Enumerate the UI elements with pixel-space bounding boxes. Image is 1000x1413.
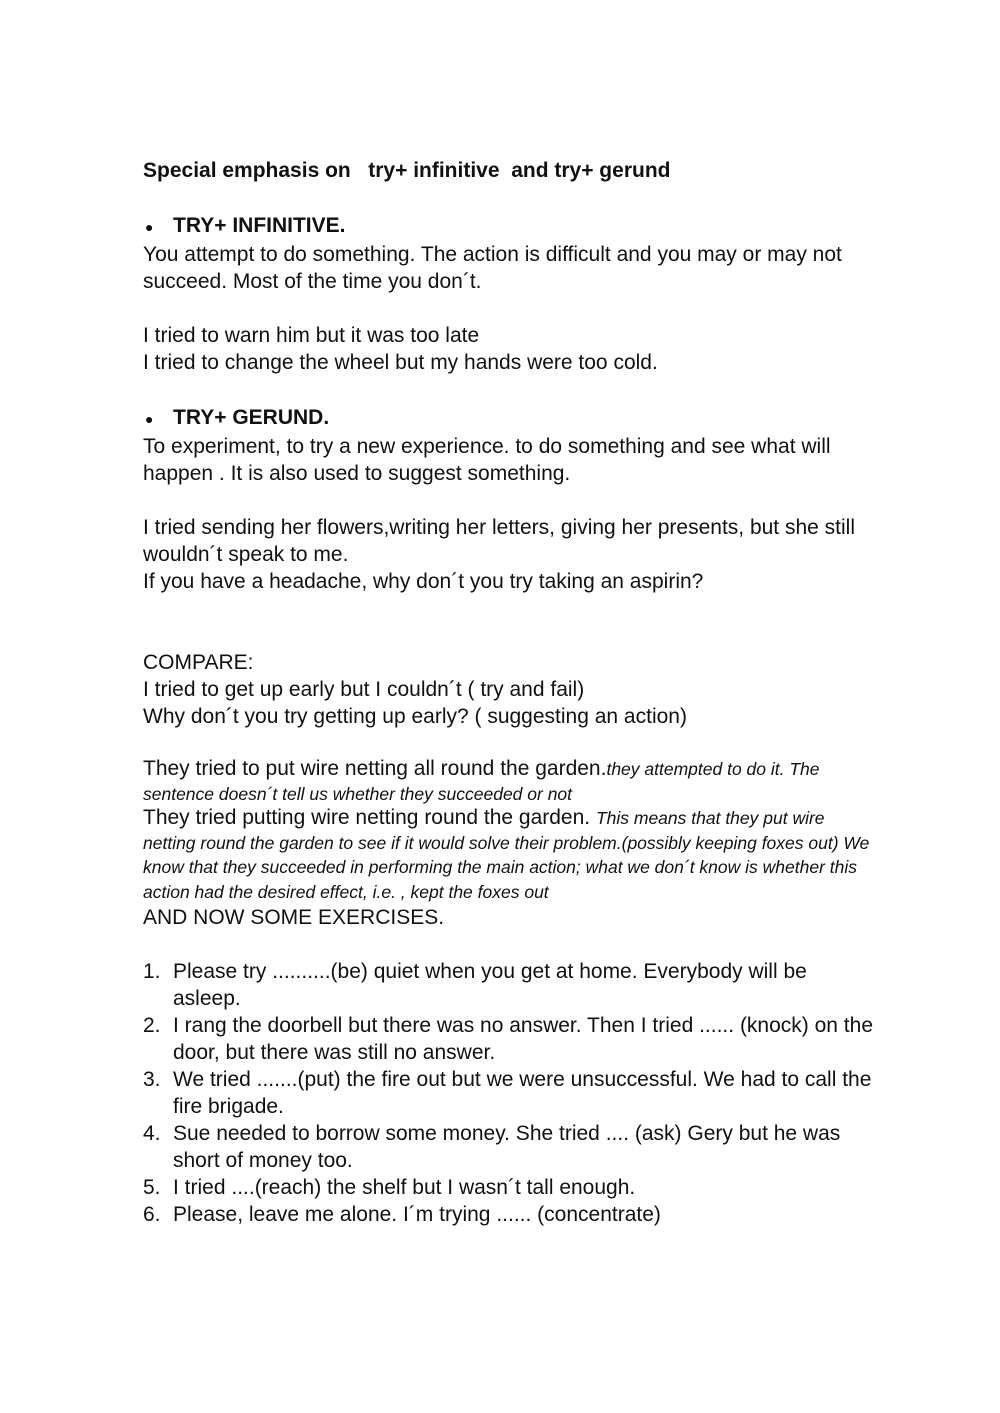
exercise-text: Please try ..........(be) quiet when you get at home. Everybody will be asleep. [173, 960, 807, 1010]
bullet-icon: ● [145, 219, 154, 235]
exercise-number: 6. [143, 1203, 161, 1226]
compare-line: I tried to get up early but I couldn´t ( try and fail) [143, 678, 585, 701]
exercise-item [143, 1201, 873, 1228]
compare-line: Why don´t you try getting up early? ( suggesting an action) [143, 705, 687, 728]
exercise-number: 2. [143, 1014, 161, 1037]
gerund-heading [143, 404, 873, 433]
note-explanation: This means that they put wire netting round the garden to see if it would solve their problem.(possibly keeping foxes out) We know that they succeeded in performing the main action; what we don´t know is whether this action had the desired effect, i.e. , kept the foxes out [143, 808, 870, 902]
infinitive-heading [143, 212, 873, 241]
exercise-item [143, 1012, 873, 1066]
page-title: Special emphasis on try+ infinitive and try+ gerund [143, 159, 671, 182]
exercise-text: Please, leave me alone. I´m trying ...... (concentrate) [173, 1203, 661, 1226]
note-explanation: they attempted to do it. The sentence doesn´t tell us whether they succeeded or not [143, 759, 820, 804]
exercise-text: We tried .......(put) the fire out but we were unsuccessful. We had to call the fire brigade. [173, 1068, 872, 1118]
note-paragraph [143, 757, 873, 806]
infinitive-example: I tried to warn him but it was too late [143, 324, 480, 347]
bullet-icon: ● [145, 411, 154, 427]
gerund-heading-text: TRY+ GERUND. [173, 406, 330, 429]
gerund-example: I tried sending her flowers,writing her letters, giving her presents, but she still wouldn´t speak to me. [143, 516, 856, 566]
exercise-list [143, 958, 873, 1228]
note-paragraph [143, 806, 873, 904]
infinitive-example: I tried to change the wheel but my hands were too cold. [143, 351, 658, 374]
exercise-number: 1. [143, 960, 161, 983]
exercise-text: Sue needed to borrow some money. She tried .... (ask) Gery but he was short of money too. [173, 1122, 841, 1172]
exercise-item [143, 1066, 873, 1120]
exercise-item [143, 1174, 873, 1201]
gerund-description: To experiment, to try a new experience. to do something and see what will happen . It is also used to suggest something. [143, 435, 831, 485]
exercise-text: I rang the doorbell but there was no answer. Then I tried ...... (knock) on the door, but there was still no answer. [173, 1014, 874, 1064]
exercise-number: 4. [143, 1122, 161, 1145]
infinitive-heading-text: TRY+ INFINITIVE. [173, 214, 346, 237]
exercise-text: I tried ....(reach) the shelf but I wasn´t tall enough. [173, 1176, 636, 1199]
worksheet-page [143, 157, 873, 1228]
exercise-item [143, 1120, 873, 1174]
compare-heading: COMPARE: [143, 651, 254, 674]
infinitive-description: You attempt to do something. The action is difficult and you may or may not succeed. Most of the time you don´t. [143, 243, 842, 293]
exercises-heading: AND NOW SOME EXERCISES. [143, 906, 445, 929]
exercise-number: 3. [143, 1068, 161, 1091]
exercise-item [143, 958, 873, 1012]
note-sentence: They tried putting wire netting round the garden. [143, 806, 596, 829]
exercise-number: 5. [143, 1176, 161, 1199]
note-sentence: They tried to put wire netting all round the garden. [143, 757, 607, 780]
gerund-example: If you have a headache, why don´t you try taking an aspirin? [143, 570, 704, 593]
